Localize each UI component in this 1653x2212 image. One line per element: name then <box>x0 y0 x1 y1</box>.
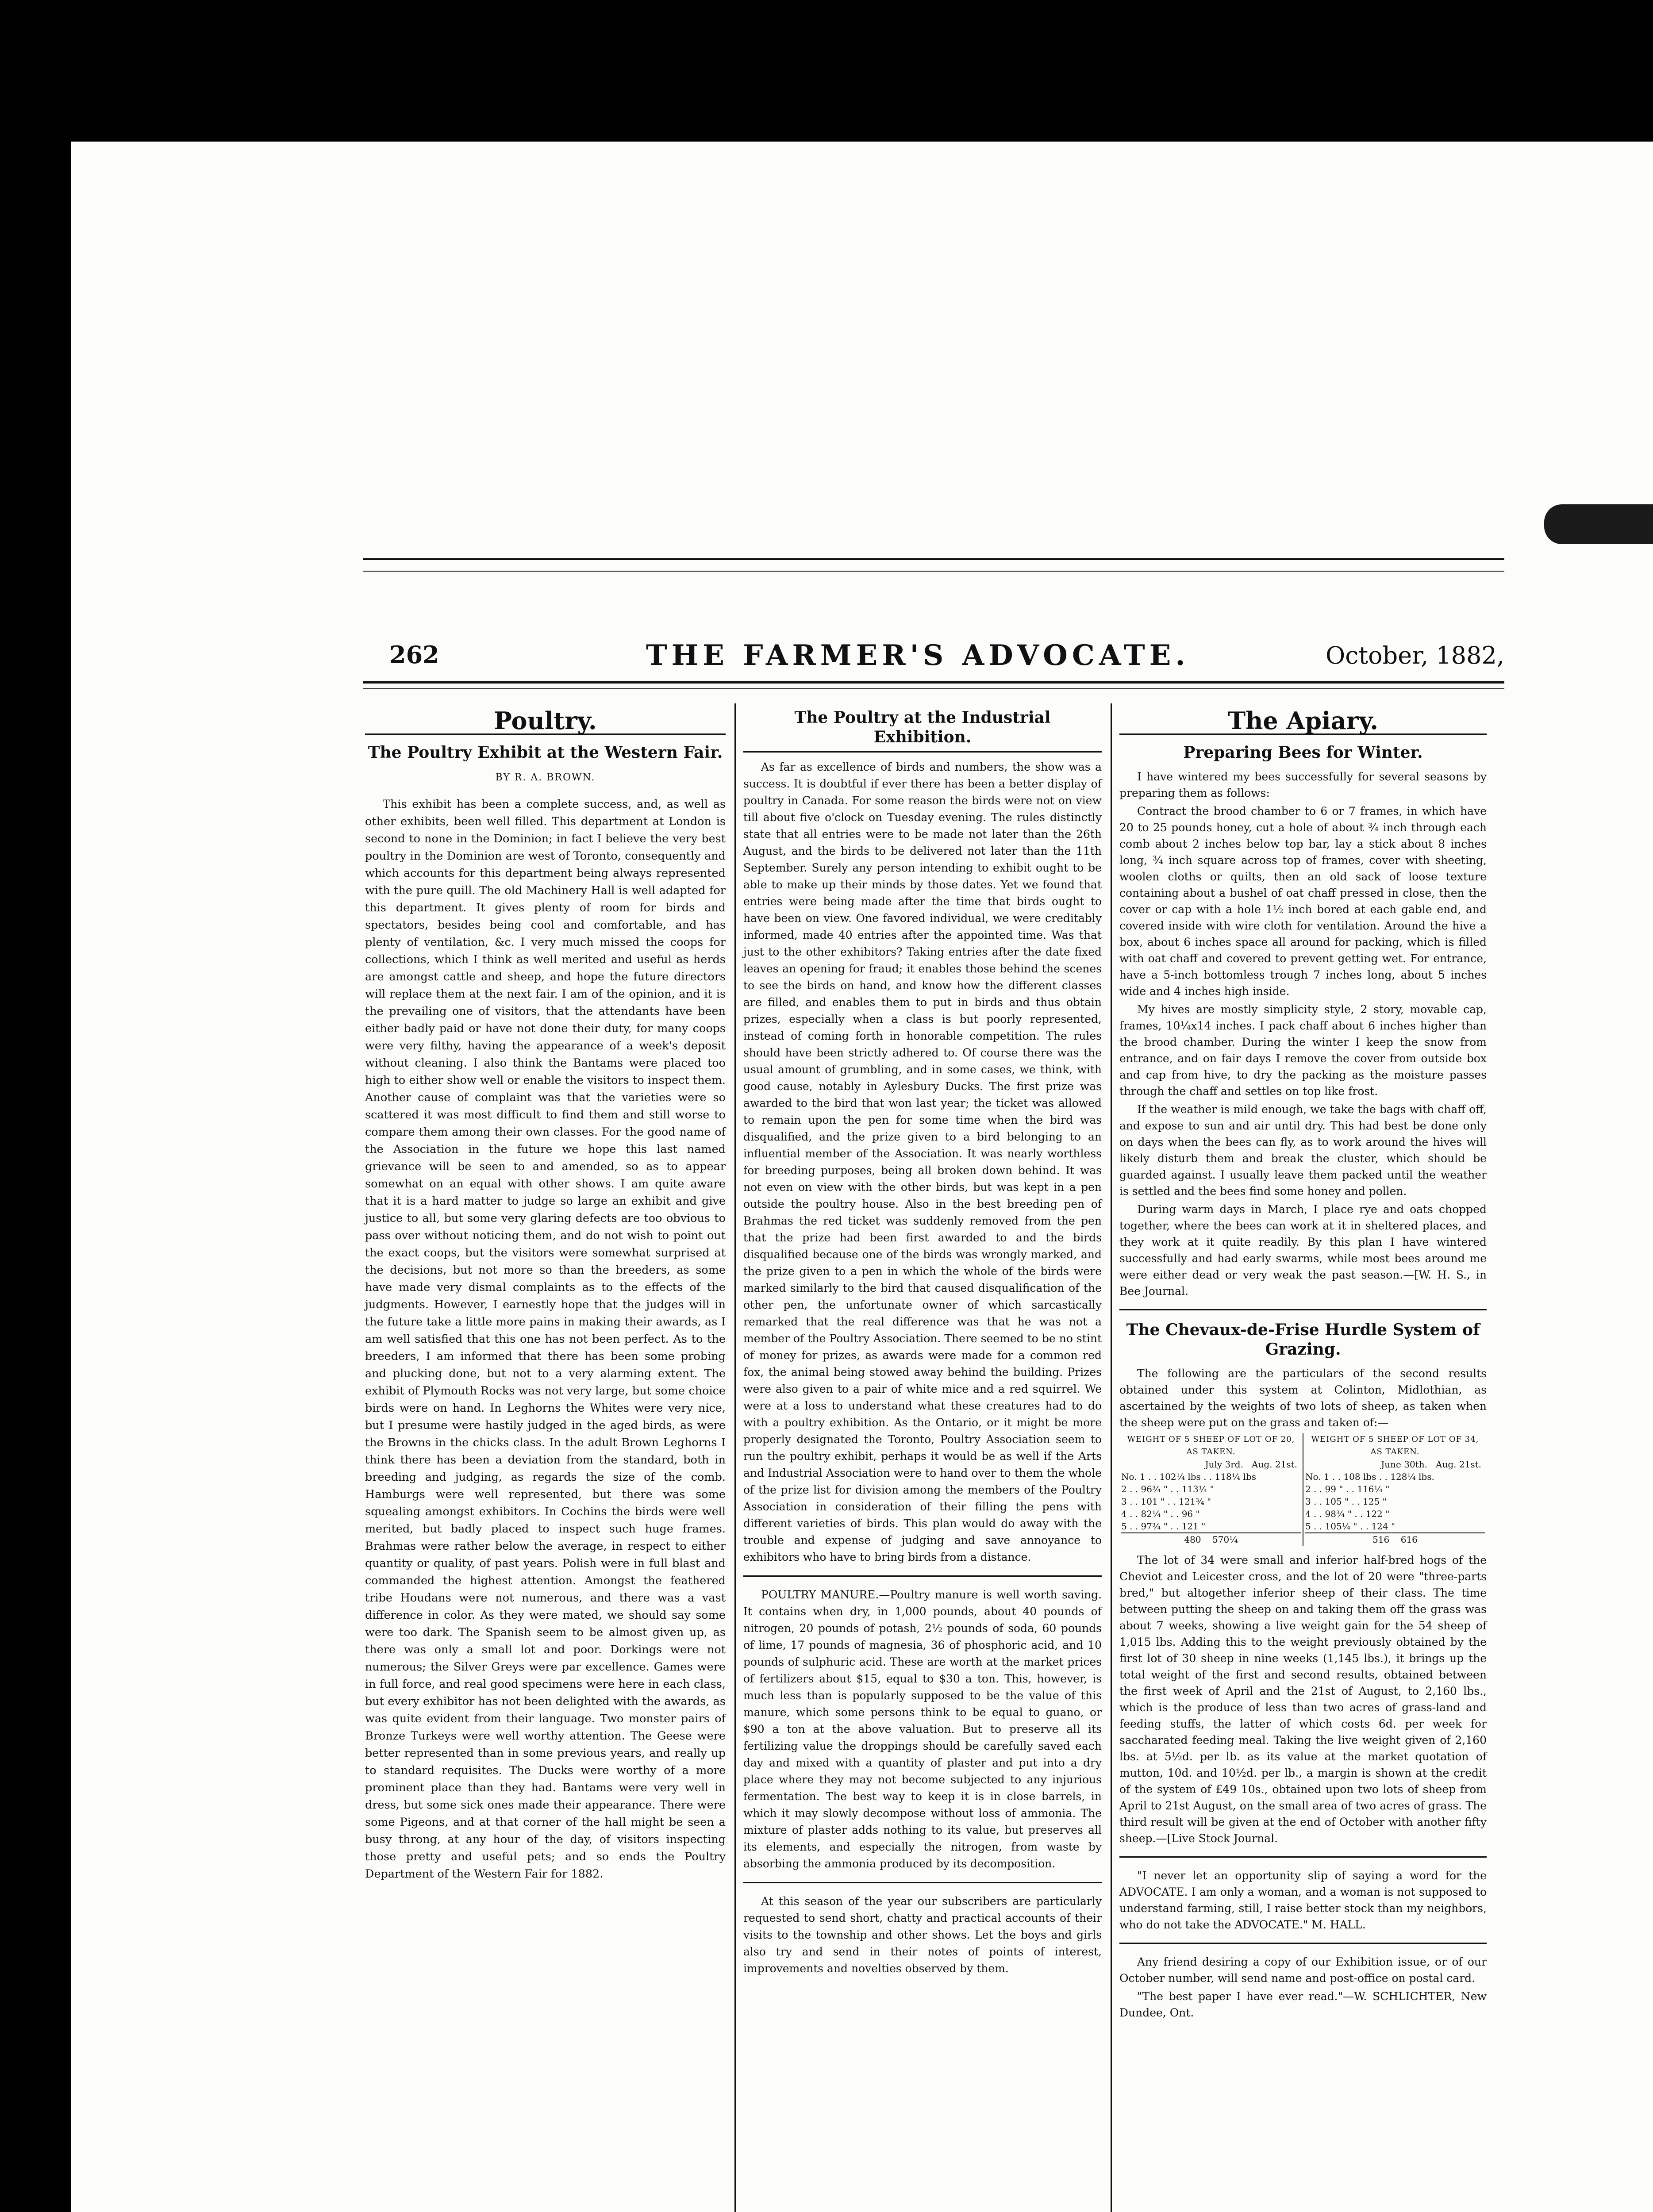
divider <box>1119 1856 1487 1858</box>
article-paragraph: I have wintered my bees successfully for several seasons by preparing them as follows: <box>1119 770 1487 799</box>
table-row: No. 1 . . 102¼ lbs . . 118¼ lbs <box>1121 1471 1256 1482</box>
masthead-title: THE FARMER'S ADVOCATE. <box>646 639 1190 672</box>
byline: BY R. A. BROWN. <box>495 772 596 783</box>
table-row: 5 . . 97¾ " . . 121 " <box>1121 1521 1206 1532</box>
column-industrial <box>743 708 1102 1979</box>
article-title-western-fair: The Poultry Exhibit at the Western Fair. <box>368 743 723 762</box>
column-apiary <box>1119 708 1487 2023</box>
article-paragraph: The following are the particulars of the second results obtained under this system at Colinton, Midlothian, as ascertained by the weights of two lots of sheep, as taken when the sheep were put on the grass and taken of:— <box>1119 1367 1487 1429</box>
table-row: 5 . . 105¼ " . . 124 " <box>1305 1521 1395 1532</box>
table-left-col: July 3rd. <box>1205 1459 1243 1470</box>
section-heading-apiary: The Apiary. <box>1119 711 1487 735</box>
article-paragraph: Contract the brood chamber to 6 or 7 frames, in which have 20 to 25 pounds honey, cut a hole of about ¾ inch through each comb about 2 inches below top bar, lay a stick about 8 inches long, ¾ inch square across top of frames, cover with sheeting, woolen cloths or quilts, then an old sack of loose texture containing about a bushel of oat chaff pressed in close, then the cover or cap with a hole 1½ inch bored at each gable end, and covered inside with wire cloth for ventilation. Around the hive a box, about 6 inches space all around for packing, which is filled with oat chaff and covered to prevent getting wet. For entrance, have a 5-inch bottomless trough 7 inches long, about 5 inches wide and 4 inches high inside. <box>1119 805 1487 998</box>
section-heading-poultry: Poultry. <box>365 711 726 735</box>
table-row: No. 1 . . 108 lbs . . 128¼ lbs. <box>1305 1471 1434 1482</box>
article-paragraph: As far as excellence of birds and numbers, the show was a success. It is doubtful if ever there has been a better display of poultry in Canada. For some reason the birds were not on view till about five o'clock on Tuesday evening. The rules distinctly state that all entries were to be made not later than the 26th August, and the birds to be delivered not later than the 11th September. Surely any person intending to exhibit ought to be able to make up their minds by those dates. Yet we found that entries were being made after the time that birds ought to have been on view. One favored individual, we were creditably informed, made 40 entries after the appointed time. Was that just to the other exhibitors? Taking entries after the date fixed leaves an opening for fraud; it enables those behind the scenes to see the birds on hand, and know how the different classes are filled, and enables them to put in birds and thus obtain prizes, especially when a class is but poorly represented, instead of coming forth in honorable competition. The rules should have been strictly adhered to. Of course there was the usual amount of grumbling, and in some cases, we think, with good cause, notably in Aylesbury Ducks. The first prize was awarded to the bird that won last year; the ticket was allowed to remain upon the pen for some time when the bird was disqualified, and the prize given to a bird belonging to an influential member of the Association. It was nearly worthless for breeding purposes, being all broken down behind. It was not even on view with the other birds, but was kept in a pen outside the poultry house. Also in the best breeding pen of Brahmas the red ticket was suddenly removed from the pen that the prize had been first awarded to and the birds disqualified because one of the birds was wrongly marked, and the prize given to a pen in which the whole of the birds were marked similarly to the bird that caused disqualification of the other pen, the unfortunate owner of which sarcastically remarked that the real difference was that he was not a member of the Poultry Association. There seemed to be no stint of money for prizes, as awards were made for a common red fox, the animal being stowed away behind the building. Prizes were also given to a pair of white mice and a red squirrel. We were at a loss to understand what these creatures had to do with a poultry exhibition. As the Ontario, or it might be more properly designated the Toronto, Poultry Association seem to run the poultry exhibit, perhaps it would be as well if the Arts and Industrial Association were to hand over to them the whole of the prize list for division among the members of the Poultry Association in consideration of their filling the pens with different varieties of birds. This plan would do away with the trouble and expense of judging and save annoyance to exhibitors who have to bring birds from a distance. <box>743 760 1102 1563</box>
divider <box>743 1882 1102 1883</box>
table-left-col: Aug. 21st. <box>1252 1459 1297 1470</box>
notice: Any friend desiring a copy of our Exhibition issue, or of our October number, will send name and post-office on postal card. <box>1119 1955 1487 1985</box>
article-paragraph: My hives are mostly simplicity style, 2 story, movable cap, frames, 10¼x14 inches. I pack chaff about 6 inches higher than the brood chamber. During the winter I keep the snow from entrance, and on fair days I remove the cover from outside box and cap from hive, to dry the packing as the moisture passes through the chaff and settles on top like frost. <box>1119 1003 1487 1098</box>
article-paragraph-manure: POULTRY MANURE.—Poultry manure is well worth saving. It contains when dry, in 1,000 pounds, about 40 pounds of nitrogen, 20 pounds of potash, 2½ pounds of soda, 60 pounds of lime, 17 pounds of magnesia, 36 of phosphoric acid, and 10 pounds of sulphuric acid. These are worth at the market prices of fertilizers about $15, equal to $30 a ton. This, however, is much less than is popularly supposed to be the value of this manure, which some persons think to be equal to guano, or $90 a ton at the above valuation. But to preserve all its fertilizing value the droppings should be carefully saved each day and mixed with a quantity of plaster and put into a dry place where they may not become subjected to any injurious fermentation. The best way to keep it is in close barrels, in which it may slowly decompose without loss of ammonia. The mixture of plaster adds nothing to its value, but preserves all its elements, and especially the nitrogen, from waste by absorbing the ammonia produced by its decomposition. <box>743 1588 1102 1870</box>
table-right-col: June 30th. <box>1381 1459 1427 1470</box>
table-row: 4 . . 82¼ " . . 96 " <box>1121 1509 1200 1519</box>
divider <box>1119 1943 1487 1944</box>
column-poultry <box>365 708 726 1885</box>
top-rule-2 <box>363 571 1504 572</box>
article-paragraph: If the weather is mild enough, we take the bags with chaff off, and expose to sun and air until dry. This had best be done only on days when the bees can fly, as to work around the hives will likely disturb them and break the cluster, which should be guarded against. I usually leave them packed until the weather is settled and the bees find some honey and pollen. <box>1119 1103 1487 1198</box>
article-title-hurdle: The Chevaux-de-Frise Hurdle System of Grazing. <box>1126 1321 1480 1359</box>
header-rule-thin <box>363 688 1504 689</box>
top-rule <box>363 558 1504 560</box>
table-row: 3 . . 101 " . . 121¾ " <box>1121 1496 1211 1507</box>
weights-table <box>1119 1433 1487 1546</box>
page-header <box>363 637 1504 672</box>
table-row: 2 . . 99 " . . 116¼ " <box>1305 1484 1390 1494</box>
article-paragraph-notice: At this season of the year our subscribers are particularly requested to send short, chatty and practical accounts of their visits to the township and other shows. Let the boys and girls also try and send in their notes of points of interest, improvements and novelties observed by them. <box>743 1895 1102 1975</box>
column-rule-1 <box>734 703 736 2212</box>
article-paragraph: This exhibit has been a complete success, and, as well as other exhibits, been well filled. This department at London is second to none in the Dominion; in fact I believe the very best poultry in the Dominion are west of Toronto, consequently and which accounts for this department being always represented with the pure quill. The old Machinery Hall is well adapted for this department. It gives plenty of room for birds and spectators, besides being cool and comfortable, and has plenty of ventilation, &c. I very much missed the coops for collections, which I think as well merited and useful as herds are amongst cattle and sheep, and hope the future directors will replace them at the next fair. I am of the opinion, and it is the prevailing one of visitors, that the attendants have been either badly paid or have not done their duty, for many coops were very filthy, having the appearance of a week's deposit without cleaning. I also think the Bantams were placed too high to either show well or enable the visitors to inspect them. Another cause of complaint was that the varieties were so scattered it was most difficult to find them and still worse to compare them among their own classes. For the good name of the Association in the future we hope this last named grievance will be seen to and amended, so as to appear somewhat on an equal with other shows. I am quite aware that it is a hard matter to judge so large an exhibit and give justice to all, but some very glaring defects are too obvious to pass over without noticing them, and do not wish to point out the exact coops, but the visitors were somewhat surprised at the decisions, but not more so than the breeders, as some have made very dismal complaints as to the effects of the judgments. However, I earnestly hope that the judges will in the future take a little more pains in making their awards, as I am well satisfied that this one has not been perfect. As to the breeders, I am informed that there has been some probing and plucking done, but not to a very alarming extent. The exhibit of Plymouth Rocks was not very large, but some choice birds were on hand. In Leghorns the Whites were very nice, but I presume were hastily judged in the aged birds, as were the Browns in the chicks class. In the adult Brown Leghorns I think there has been a deviation from the standard, both in breeding and judging, as regards the size of the comb. Hamburgs were well represented, but there was some squealing amongst exhibitors. In Cochins the birds were well merited, but badly placed to inspect such huge frames. Brahmas were rather below the average, in respect to either quantity or quality, of past years. Polish were in full blast and commanded the highest attention. Amongst the feathered tribe Houdans were not numerous, and there was a vast difference in color. As they were mated, we should say some were too dark. The Spanish seem to be almost given up, as there was only a small lot and poor. Dorkings were not numerous; the Silver Greys were par excellence. Games were in full force, and real good specimens were here in each class, but every exhibitor has not been delighted with the awards, as was quite evident from their language. Two monster pairs of Bronze Turkeys were well worthy attention. The Geese were better represented than in some previous years, and really up to standard requisites. The Ducks were worthy of a more prominent place than they had. Bantams were very well in dress, but some sick ones made their appearance. There were some Pigeons, and at that corner of the hall might be seen a busy throng, at any hour of the day, of visitors inspecting those pretty and useful pets; and so ends the Poultry Department of the Western Fair for 1882. <box>365 798 726 1881</box>
article-title-bees: Preparing Bees for Winter. <box>1183 743 1423 762</box>
column-rule-2 <box>1111 703 1112 2212</box>
table-totals: 480 570¼ <box>1121 1532 1301 1546</box>
header-rule <box>363 681 1504 684</box>
table-totals: 516 616 <box>1305 1532 1485 1546</box>
article-paragraph: During warm days in March, I place rye and oats chopped together, where the bees can work at it in sheltered places, and they work at it quite readily. By this plan I have wintered successfully and had early swarms, while most bees around me were either dead or very weak the past season.—[W. H. S., in Bee Journal. <box>1119 1203 1487 1298</box>
table-row: 3 . . 105 " . . 125 " <box>1305 1496 1387 1507</box>
table-right-col: Aug. 21st. <box>1436 1459 1481 1470</box>
divider <box>1119 1309 1487 1310</box>
table-row: 2 . . 96¾ " . . 113¼ " <box>1121 1484 1214 1494</box>
reader-quote: "The best paper I have ever read."—W. SCHLICHTER, New Dundee, Ont. <box>1119 1990 1487 2019</box>
table-right-caption: WEIGHT OF 5 SHEEP OF LOT OF 34, AS TAKEN. <box>1311 1435 1479 1456</box>
issue-date: October, 1882, <box>1325 641 1504 669</box>
table-left-caption: WEIGHT OF 5 SHEEP OF LOT OF 20, AS TAKEN. <box>1127 1435 1295 1456</box>
divider <box>743 1575 1102 1577</box>
article-paragraph: The lot of 34 were small and inferior half-bred hogs of the Cheviot and Leicester cross, and the lot of 20 were "three-parts bred," but altogether inferior sheep of their class. The time between putting the sheep on and taking them off the grass was about 7 weeks, showing a live weight gain for the 54 sheep of 1,015 lbs. Adding this to the weight previously obtained by the first lot of 30 sheep in nine weeks (1,145 lbs.), it brings up the total weight of the first and second results, obtained between the first week of April and the 21st of August, to 2,160 lbs., which is the produce of less than two acres of grass-land and feeding stuffs, the latter of which costs 6d. per week for saccharated feeding meal. Taking the live weight given of 2,160 lbs. at 5½d. per lb. as its value at the market quotation of mutton, 10d. and 10½d. per lb., a margin is shown at the credit of the system of £49 10s., obtained upon two lots of sheep from April to 21st August, on the small area of two acres of grass. The third result will be given at the end of October with another fifty sheep.—[Live Stock Journal. <box>1119 1554 1487 1845</box>
scan-artifact-right <box>1544 504 1653 544</box>
article-title-industrial: The Poultry at the Industrial Exhibition. <box>743 708 1102 753</box>
page-number: 262 <box>389 641 439 669</box>
reader-quote: "I never let an opportunity slip of saying a word for the ADVOCATE. I am only a woman, and a woman is not supposed to understand farming, still, I raise better stock than my neighbors, who do not take the ADVOCATE." M. HALL. <box>1119 1869 1487 1931</box>
table-row: 4 . . 98¾ " . . 122 " <box>1305 1509 1390 1519</box>
